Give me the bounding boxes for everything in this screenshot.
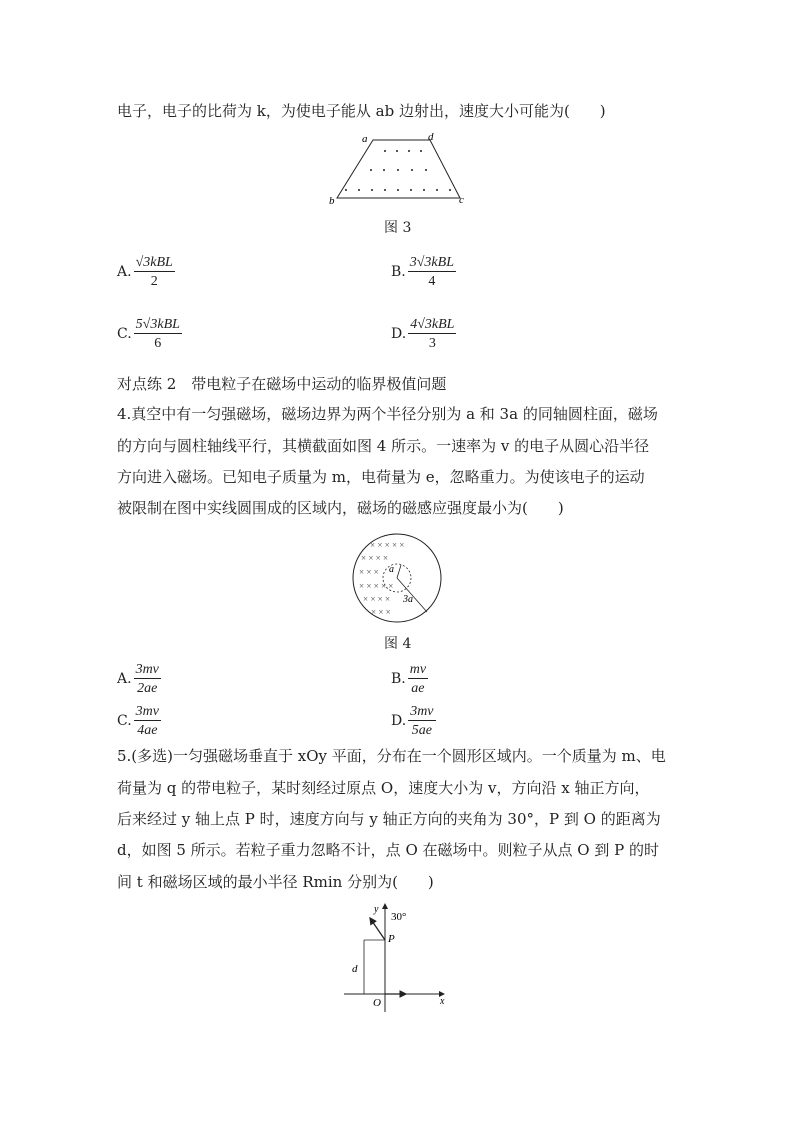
q4-text-line-2: 的方向与圆柱轴线平行，其横截面如图 4 所示。一速率为 v 的电子从圆心沿半径	[117, 437, 650, 455]
q5-text-line-3: 后来经过 y 轴上点 P 时，速度方向与 y 轴正方向的夹角为 30°，P 到 O 的距离为	[117, 810, 661, 828]
figure-3-caption: 图 3	[384, 220, 412, 236]
q4-option-a[interactable]: A. $\frac{3mv}{2ae}$	[117, 662, 159, 696]
svg-text:× × × ×: × × × ×	[363, 594, 391, 604]
label-y-axis: y	[374, 904, 379, 915]
svg-text:× × × × ×: × × × × ×	[370, 540, 405, 550]
q5-text-line-1: 5.(多选)一匀强磁场垂直于 xOy 平面，分布在一个圆形区域内。一个质量为 m、电	[117, 747, 666, 765]
svg-text:× × × ×: × × × ×	[361, 553, 389, 563]
q5-text-line-2: 荷量为 q 的带电粒子，某时刻经过原点 O，速度大小为 v，方向沿 x 轴正方向，	[117, 779, 650, 797]
label-x-axis: x	[440, 996, 445, 1007]
q4-text-line-4: 被限制在图中实线圆围成的区域内，磁场的磁感应强度最小为( )	[117, 499, 564, 517]
label-b: b	[329, 195, 335, 207]
q4-option-c[interactable]: C. $\frac{3mv}{4ae}$	[117, 704, 159, 738]
q3-text-line: 电子，电子的比荷为 k，为使电子能从 ab 边射出，速度大小可能为( )	[117, 102, 606, 120]
label-outer-radius: 3a	[403, 594, 413, 605]
figure-4-caption: 图 4	[384, 636, 412, 652]
label-a: a	[362, 133, 368, 145]
q3-option-d[interactable]: D. $\frac{\text{4√3kBL}}{3}$	[391, 317, 455, 351]
q3-option-b[interactable]: B. $\frac{\text{3√3kBL}}{4}$	[391, 255, 454, 289]
svg-text:× × × × ×: × × × × ×	[359, 581, 394, 591]
svg-text:× × ×: × × ×	[359, 567, 379, 577]
label-origin-o: O	[373, 997, 381, 1009]
label-c: c	[459, 194, 464, 206]
section-heading: 对点练 2 带电粒子在磁场中运动的临界极值问题	[117, 375, 447, 393]
label-point-p: P	[388, 933, 395, 945]
label-d: d	[428, 131, 434, 143]
q3-option-a[interactable]: A. $\frac{\text{√3kBL}}{2}$	[117, 255, 173, 289]
q4-option-d[interactable]: D. $\frac{3mv}{5ae}$	[391, 704, 434, 738]
q4-option-b[interactable]: B. $\frac{mv}{ae}$	[391, 662, 427, 696]
label-distance-d: d	[352, 963, 358, 975]
q5-text-line-4: d，如图 5 所示。若粒子重力忽略不计，点 O 在磁场中。则粒子从点 O 到 P 的时	[117, 841, 659, 859]
q5-text-line-5: 间 t 和磁场区域的最小半径 Rmin 分别为( )	[117, 873, 434, 891]
q4-text-line-1: 4.真空中有一匀强磁场，磁场边界为两个半径分别为 a 和 3a 的同轴圆柱面，磁场	[117, 405, 658, 423]
figure-3-trapezoid	[326, 128, 468, 208]
label-inner-radius: a	[389, 564, 394, 575]
q4-text-line-3: 方向进入磁场。已知电子质量为 m，电荷量为 e，忽略重力。为使该电子的运动	[117, 468, 645, 486]
q3-option-c[interactable]: C. $\frac{\text{5√3kBL}}{6}$	[117, 317, 180, 351]
figure-5-axes	[340, 898, 452, 1016]
svg-text:× × ×: × × ×	[371, 607, 391, 617]
label-30-degree: 30°	[391, 911, 407, 923]
figure-4-concentric-circles	[349, 530, 445, 626]
